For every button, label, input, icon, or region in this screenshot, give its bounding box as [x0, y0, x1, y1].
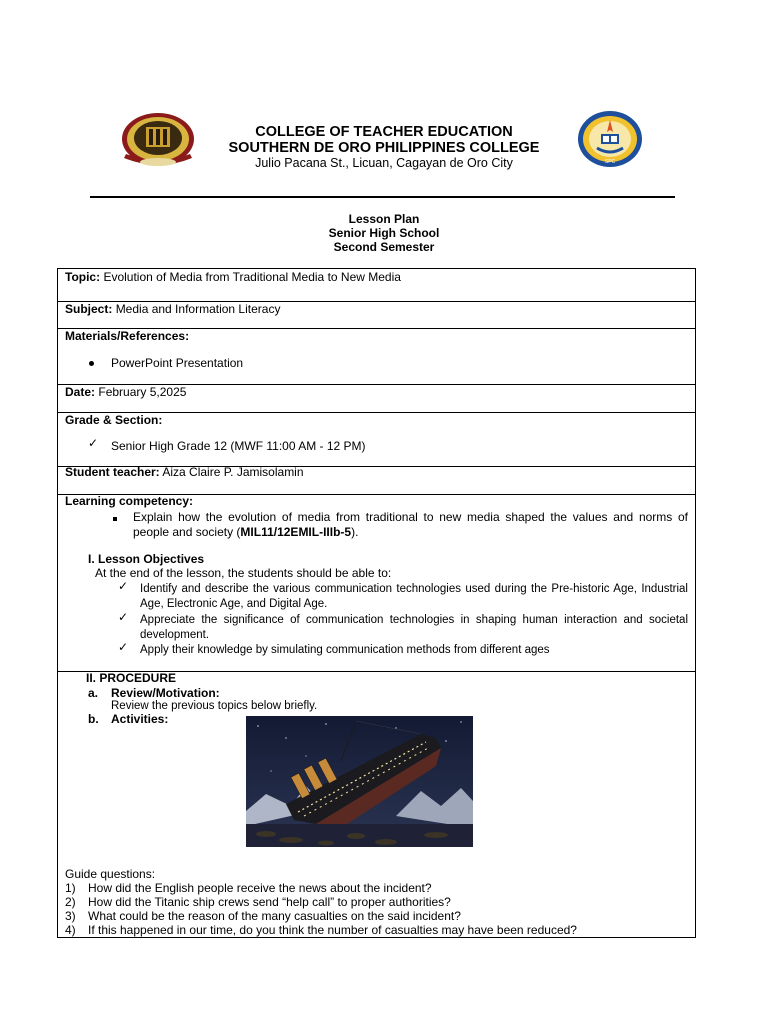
topic-value: Evolution of Media from Traditional Media to New Media: [103, 270, 401, 284]
teacher-row: [58, 467, 695, 495]
square-bullet-icon: [113, 517, 117, 521]
date-row: [58, 385, 695, 413]
objective-item-1: Identify and describe the various communication technologies used during the Pre-historic Age, Industrial Age, Electronic Age, and Digital Age.: [140, 583, 688, 610]
check-icon: ✓: [88, 436, 99, 450]
materials-item: PowerPoint Presentation: [111, 356, 244, 370]
grade-row: [58, 413, 695, 467]
question-number: 2): [65, 895, 76, 909]
review-motivation-label: Review/Motivation:: [111, 686, 220, 700]
objective-item-2: Appreciate the significance of communication technologies in shaping human interaction and societal development.: [140, 614, 688, 641]
question-text: How did the Titanic ship crews send “help call” to proper authorities?: [88, 895, 451, 909]
header-divider: [90, 196, 675, 198]
objectives-heading: I. Lesson Objectives: [88, 552, 205, 566]
plan-level: Senior High School: [328, 226, 440, 240]
grade-item: Senior High Grade 12 (MWF 11:00 AM - 12 PM): [111, 439, 366, 453]
plan-title: Lesson Plan: [348, 212, 420, 226]
question-text: How did the English people receive the news about the incident?: [88, 881, 432, 895]
check-icon: ✓: [118, 579, 129, 593]
college-unit-title: COLLEGE OF TEACHER EDUCATION: [255, 124, 513, 140]
topic-row: [58, 269, 695, 302]
subject-row: [58, 302, 695, 329]
topic-label: Topic:: [65, 270, 101, 284]
date-value: February 5,2025: [98, 385, 187, 399]
activities-label: Activities:: [111, 712, 169, 726]
teacher-label: Student teacher:: [65, 465, 160, 479]
question-text: If this happened in our time, do you think the number of casualties may have been reduced?: [88, 923, 577, 937]
subject-label: Subject:: [65, 302, 113, 316]
objective-item-3: Apply their knowledge by simulating communication methods from different ages: [140, 644, 550, 656]
institution-name: SOUTHERN DE ORO PHILIPPINES COLLEGE: [228, 140, 540, 156]
guide-questions-label: Guide questions:: [65, 867, 156, 881]
date-label: Date:: [65, 385, 96, 399]
materials-label: Materials/References:: [65, 329, 190, 343]
competency-label: Learning competency:: [65, 494, 194, 508]
procedure-a-marker: a.: [88, 686, 99, 700]
check-icon: ✓: [118, 610, 129, 624]
procedure-b-marker: b.: [88, 712, 99, 726]
materials-row: [58, 329, 695, 385]
question-number: 1): [65, 881, 76, 895]
plan-semester: Second Semester: [333, 240, 435, 254]
competency-code: MIL11/12EMIL-IIIb-5: [240, 525, 352, 539]
check-icon: ✓: [118, 640, 129, 654]
teacher-value: Aiza Claire P. Jamisolamin: [162, 465, 304, 479]
bullet-icon: [89, 361, 94, 366]
question-number: 4): [65, 923, 76, 937]
competency-row: [58, 495, 695, 672]
competency-text: Explain how the evolution of media from traditional to new media shaped the values and norms of people and society (MIL11/12EMIL-IIIb-5).: [133, 510, 688, 539]
seal-right-text: SPC: [604, 159, 616, 165]
question-number: 3): [65, 909, 76, 923]
subject-value: Media and Information Literacy: [115, 302, 281, 316]
review-motivation-text: Review the previous topics below briefly.: [111, 700, 318, 712]
titanic-sinking-image: [246, 716, 473, 847]
procedure-heading: II. PROCEDURE: [86, 671, 177, 685]
question-text: What could be the reason of the many casualties on the said incident?: [88, 909, 461, 923]
institution-address: Julio Pacana St., Licuan, Cagayan de Oro City: [255, 156, 513, 170]
grade-label: Grade & Section:: [65, 413, 163, 427]
objectives-intro: At the end of the lesson, the students should be able to:: [95, 566, 392, 580]
